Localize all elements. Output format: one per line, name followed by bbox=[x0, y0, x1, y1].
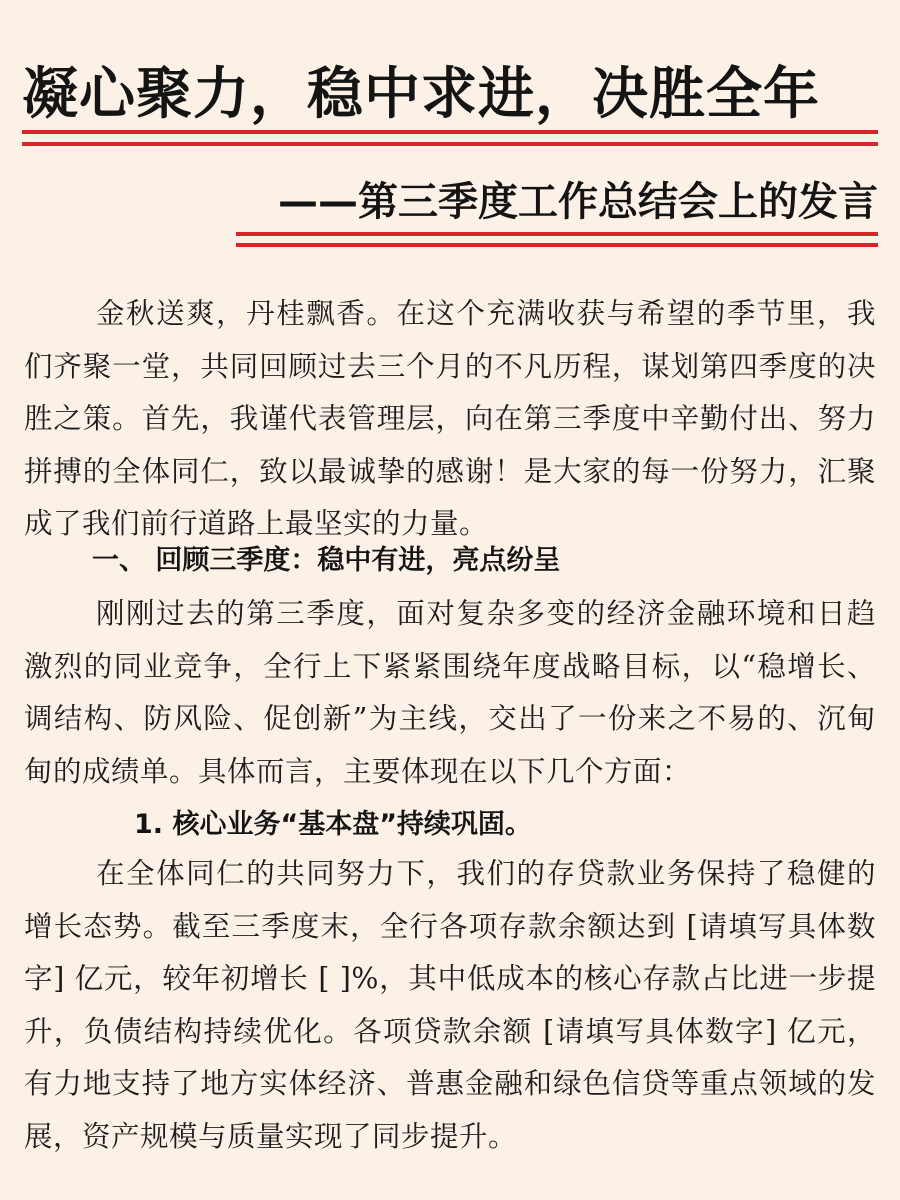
subtitle-underline-bottom bbox=[236, 243, 878, 247]
subtitle-underline-top bbox=[236, 232, 878, 236]
title-underline-top bbox=[22, 130, 878, 134]
section-heading: 一、 回顾三季度：稳中有进，亮点纷呈 bbox=[92, 545, 561, 576]
title-underline-bottom bbox=[22, 142, 878, 146]
document-title: 凝心聚力，稳中求进，决胜全年 bbox=[22, 62, 820, 127]
document-subtitle: ——第三季度工作总结会上的发言 bbox=[278, 179, 878, 225]
review-paragraph: 刚刚过去的第三季度，面对复杂多变的经济金融环境和日趋激烈的同业竞争，全行上下紧紧围绕年度战略目标，以“稳增长、调结构、防风险、促创新”为主线，交出了一份来之不易的、沉甸甸的成绩单。具体而言，主要体现在以下几个方面： bbox=[24, 597, 876, 788]
subsection-heading: 1. 核心业务“基本盘”持续巩固。 bbox=[134, 809, 532, 840]
core-business-paragraph: 在全体同仁的共同努力下，我们的存贷款业务保持了稳健的增长态势。截至三季度末，全行各项存款余额达到 [请填写具体数字] 亿元，较年初增长 [ ]%，其中低成本的核心存款占比进一步提升，负债结构持续优化。各项贷款余额 [请填写具体数字] 亿元，有力地支持了地方实体经济、普惠金融和绿色信贷等重点领域的发展，资产规模与质量实现了同步提升。 bbox=[24, 857, 876, 1153]
intro-paragraph: 金秋送爽，丹桂飘香。在这个充满收获与希望的季节里，我们齐聚一堂，共同回顾过去三个月的不凡历程，谋划第四季度的决胜之策。首先，我谨代表管理层，向在第三季度中辛勤付出、努力拼搏的全体同仁，致以最诚挚的感谢！是大家的每一份努力，汇聚成了我们前行道路上最坚实的力量。 bbox=[24, 297, 876, 540]
